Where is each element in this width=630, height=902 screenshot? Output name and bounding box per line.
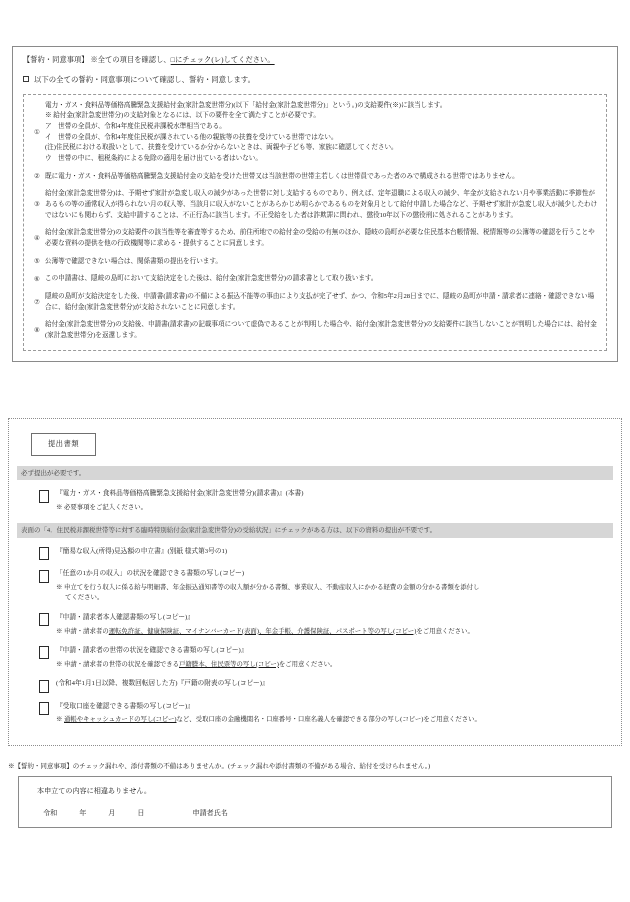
document-label [56,702,613,726]
document-note-cont: てください。 [65,594,104,602]
document-note [56,715,613,725]
pledge-item-line: 電力・ガス・食料品等価格高騰緊急支援給付金(家計急変世帯分)(以下「給付金(家計急変世帯分)」という。)の支給要件(※)に該当します。 [45,101,447,109]
pledge-item [29,101,599,165]
pledge-item-line: 既に電力・ガス・食料品等価格高騰緊急支援給付金の支給を受けた世帯又は当該世帯の世帯主若しくは世帯員であった者のみで構成される世帯ではありません。 [45,172,519,180]
pledge-item-number: ⑥ [34,275,40,283]
applicant-name-label: 申請者氏名 [192,808,228,817]
signature-box [18,776,612,828]
checkbox-icon[interactable] [39,570,49,583]
pledge-title-note-underline: □にチェック(レ)してください。 [170,56,275,64]
document-title: (令和4年1月1日以降、複数回転居した方)『戸籍の附表の写し(コピー)』 [56,680,269,688]
pledge-item-body [45,320,599,341]
era-label: 令和 [43,808,58,817]
document-label [56,547,613,558]
pledge-item-body [45,101,599,165]
pledge-item-number: ④ [34,234,40,242]
pledge-item-number: ① [34,128,40,136]
conditional-documents-banner: 表面の「4．住民税非課税世帯等に対する臨時特別給付金(家計急変世帯分)の受給状況」にチェックがある方は、以下の資料の提出が不要です。 [17,523,613,537]
document-note [56,627,613,637]
pledge-item-line: 給付金(家計急変世帯分)は、予期せず家計が急変し収入の減少があった世帯に対し支給するものであり、例えば、定年退職による収入の減少、年金が支給されない月や事業活動に季節性があるもの等の通常収入が得られない月の収入等、当該月に収入がないことがあらかじめ明らかであるものを対象月として給付申請した場合など、予期せず家計が急変し収入が減少したわけではないにも関わらず、支給申請することは、不正行為に該当します。不正受給をした者は詐欺罪に問われ、懲役10年以下の懲役刑に処されることがあります。 [45,190,598,219]
document-checkbox-row[interactable] [17,489,613,513]
checkbox-icon[interactable] [39,646,49,659]
document-label [56,489,613,513]
document-note-underline: 戸籍謄本、住民票等の写し(コピー) [179,660,279,668]
document-title: 「任意の1か月の収入」の状況を確認できる書類の写し(コピー) [56,570,245,578]
month-label: 月 [108,808,116,817]
pledge-agree-row[interactable] [23,74,607,85]
document-title: 『簡易な収入(所得)見込額の申立書』(別紙 様式第3号の1) [56,547,228,555]
pledge-item-line: この申請書は、隠岐の島町において支給決定をした後は、給付金(家計急変世帯分)の請求書として取り扱います。 [45,275,378,283]
pledge-title: 【誓約・同意事項】 [23,56,89,64]
document-title: 『申請・請求者本人確認書類の写し(コピー)』 [56,613,194,621]
pledge-item [29,257,599,268]
signature-date-row [37,808,611,819]
checkbox-icon[interactable] [39,702,49,715]
pledge-item-number: ⑦ [34,298,40,306]
document-label [56,679,613,690]
pledge-item-line: 給付金(家計急変世帯分)の支給後、申請書(請求書)の記載事項について虚偽であることが判明した場合や、給付金(家計急変世帯分)の支給要件に該当しないことが判明した場合には、給付金(家計急変世帯分)を返還します。 [45,321,597,340]
document-title: 『申請・請求者の世帯の状況を確認できる書類の写し(コピー)』 [56,646,248,654]
pledge-item-body [45,172,599,183]
checkbox-icon[interactable] [39,490,49,503]
document-note-suffix: をご用意ください。 [416,627,474,635]
document-label [56,613,613,637]
document-note-underline: 運転免許証、健康保険証、マイナンバーカード(表面)、年金手帳、介護保険証、パスポート等の写し(コピー) [108,627,417,635]
document-label [56,569,613,604]
document-note-prefix: ※ [56,716,64,724]
pledge-agree-label: 以下の全ての誓約・同意事項について確認し、誓約・同意します。 [34,75,255,85]
pledge-title-note-plain: ※全ての項目を確認し、 [90,56,171,64]
required-documents-banner: 必ず提出が必要です。 [17,466,613,480]
pledge-item-body [45,274,599,285]
pledge-item-line: イ 世帯の全員が、令和4年度住民税が課されている他の親族等の扶養を受けている世帯ではない。 [45,133,338,141]
document-note-prefix: ※ 申請・請求者の世帯の状況を確認できる [56,660,180,668]
checkbox-icon[interactable] [39,547,49,560]
pledge-item-line: 隠岐の島町が支給決定をした後、申請書(請求書)の不備による振込不能等の事由により支払が完了せず、かつ、令和5年2月28日までに、隠岐の島町が申請・請求者に連絡・確認できない場合に、給付金(家計急変世帯分)が支給されないことに同意します。 [45,293,595,311]
day-label: 日 [137,808,145,817]
checkbox-icon[interactable] [39,680,49,693]
pledge-item-number: ⑧ [34,326,40,334]
footer-warning: ※【誓約・同意事項】のチェック漏れや、添付書類の不備はありませんか。(チェック漏れや添付書類の不備がある場合、給付を受けられません。) [8,763,431,770]
pledge-item-body [45,292,599,313]
pledge-item [29,320,599,341]
pledge-item-line: 給付金(家計急変世帯分)の支給要件の該当性等を審査等するため、前住所地での給付金の受給の有無のほか、隠岐の島町が必要な住民基本台帳情報、税情報等の公簿等の確認を行うことや必要な資料の提供を他の行政機関等に求める・提供することに同意します。 [45,229,595,248]
pledge-item [29,189,599,221]
pledge-item-line: (注)住民税における取扱いとして、扶養を受けているか分からないときは、両親や子ども等、家族に確認してください。 [45,144,398,152]
checkbox-icon[interactable] [23,76,29,82]
pledge-item [29,172,599,183]
document-checkbox-row[interactable] [17,679,613,693]
document-note-prefix: ※ 申請・請求者の [56,627,109,635]
document-note-underline: 通帳やキャッシュカードの写し(コピー) [64,716,177,724]
pledge-item [29,274,599,285]
document-checkbox-row[interactable] [17,547,613,561]
pledge-title-row [23,55,607,66]
pledge-item-body [45,228,599,249]
pledge-item [29,292,599,313]
document-note-suffix: など、受取口座の金融機関名・口座番号・口座名義人を確認できる部分の写し(コピー)をご用意ください。 [176,716,481,724]
checkbox-icon[interactable] [39,613,49,626]
document-checkbox-row[interactable] [17,613,613,637]
documents-section [8,418,622,746]
document-checkbox-row[interactable] [17,646,613,670]
document-note: ※ 必要事項をご記入ください。 [56,504,148,512]
pledge-item-number: ③ [34,201,40,209]
document-note: ※ 申立てを行う収入に係る給与明細書、年金振込通知書等の収入額が分かる書類、事業収入、不動産収入にかかる経費の金額の分かる書類を添付し [56,583,480,591]
document-title: 『受取口座を確認できる書類の写し(コピー)』 [56,702,194,710]
pledge-item-body [45,189,599,221]
pledge-item-line: ウ 世帯の中に、租税条約による免除の適用を届け出ている者はいない。 [45,154,262,162]
pledge-item-number: ⑤ [34,257,40,265]
documents-tab-label: 提出書類 [31,433,96,456]
document-checkbox-row[interactable] [17,569,613,604]
pledge-item-body [45,257,599,268]
document-note-suffix: をご用意ください。 [278,660,337,668]
document-title: 『電力・ガス・食料品等価格高騰緊急支援給付金(家計急変世帯分)(請求書)』(本書) [56,490,304,498]
document-label [56,646,613,670]
document-checkbox-row[interactable] [17,702,613,726]
pledge-section [12,46,618,362]
pledge-item-line: ※ 給付金(家計急変世帯分)の支給対象となるには、以下の要件を全て満たすことが必要です。 [45,112,320,120]
pledge-item-number: ② [34,172,40,180]
year-label: 年 [79,808,87,817]
pledge-item-line: 公簿等で確認できない場合は、関係書類の提出を行います。 [45,257,222,265]
pledge-item [29,228,599,249]
declaration-text: 本申立ての内容に相違ありません。 [37,787,151,795]
pledge-items-list [23,94,607,351]
pledge-item-line: ア 世帯の全員が、令和4年度住民税非課税水準相当である。 [45,122,226,130]
document-note [56,660,613,670]
